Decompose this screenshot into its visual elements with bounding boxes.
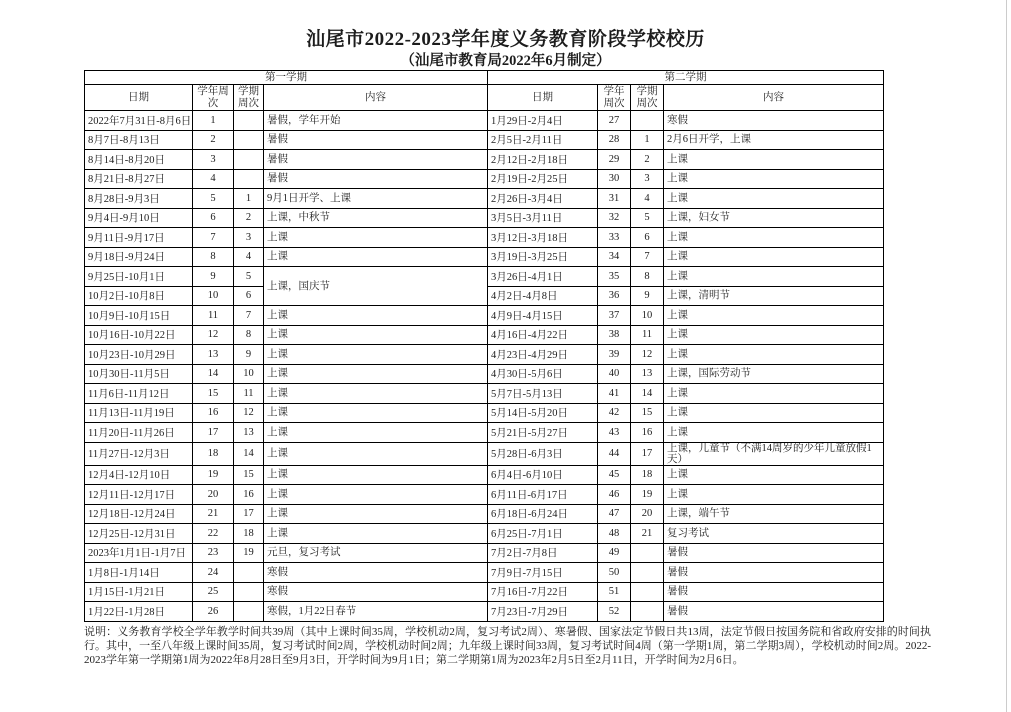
year-week-cell-s1: 17 xyxy=(193,423,234,443)
year-week-cell-s1: 4 xyxy=(193,169,234,189)
date-cell-s1: 12月11日-12月17日 xyxy=(85,485,193,505)
term-week-cell-s1: 10 xyxy=(234,364,264,384)
content-cell-s2: 2月6日开学，上课 xyxy=(664,130,884,150)
date-cell-s2: 4月16日-4月22日 xyxy=(488,325,598,345)
semester-header-row xyxy=(85,71,884,85)
content-cell-s1: 上课 xyxy=(264,504,488,524)
term-week-cell-s1: 7 xyxy=(234,306,264,326)
date-cell-s1: 9月11日-9月17日 xyxy=(85,228,193,248)
term-week-cell-s1: 15 xyxy=(234,465,264,485)
year-week-cell-s1: 11 xyxy=(193,306,234,326)
date-cell-s1: 12月18日-12月24日 xyxy=(85,504,193,524)
col-header-date-s1: 日期 xyxy=(85,85,193,111)
year-week-cell-s1: 6 xyxy=(193,208,234,228)
calendar-table-wrap xyxy=(84,70,884,622)
year-week-cell-s2: 28 xyxy=(598,130,631,150)
content-cell-s1: 元旦，复习考试 xyxy=(264,543,488,563)
content-cell-s1: 上课 xyxy=(264,442,488,465)
page-edge-line xyxy=(1006,0,1007,712)
table-row xyxy=(85,403,884,423)
term-week-cell-s2: 19 xyxy=(631,485,664,505)
table-row xyxy=(85,228,884,248)
term-week-cell-s2 xyxy=(631,111,664,131)
date-cell-s1: 12月4日-12月10日 xyxy=(85,465,193,485)
year-week-cell-s1: 3 xyxy=(193,150,234,170)
content-cell-s1: 上课 xyxy=(264,228,488,248)
content-cell-s2: 寒假 xyxy=(664,111,884,131)
date-cell-s1: 11月20日-11月26日 xyxy=(85,423,193,443)
term-week-cell-s2: 5 xyxy=(631,208,664,228)
date-cell-s2: 3月12日-3月18日 xyxy=(488,228,598,248)
date-cell-s2: 7月2日-7月8日 xyxy=(488,543,598,563)
col-header-term-week-s2: 学期周次 xyxy=(631,85,664,111)
date-cell-s2: 2月12日-2月18日 xyxy=(488,150,598,170)
date-cell-s2: 3月5日-3月11日 xyxy=(488,208,598,228)
term-week-cell-s2 xyxy=(631,543,664,563)
date-cell-s1: 9月25日-10月1日 xyxy=(85,267,193,287)
year-week-cell-s1: 5 xyxy=(193,189,234,209)
year-week-cell-s2: 38 xyxy=(598,325,631,345)
date-cell-s2: 5月28日-6月3日 xyxy=(488,442,598,465)
year-week-cell-s2: 34 xyxy=(598,247,631,267)
year-week-cell-s2: 41 xyxy=(598,384,631,404)
date-cell-s1: 10月16日-10月22日 xyxy=(85,325,193,345)
year-week-cell-s1: 19 xyxy=(193,465,234,485)
content-cell-s2: 上课，妇女节 xyxy=(664,208,884,228)
content-cell-s2: 上课 xyxy=(664,247,884,267)
date-cell-s2: 2月5日-2月11日 xyxy=(488,130,598,150)
date-cell-s1: 10月9日-10月15日 xyxy=(85,306,193,326)
year-week-cell-s2: 44 xyxy=(598,442,631,465)
date-cell-s1: 8月28日-9月3日 xyxy=(85,189,193,209)
content-cell-s2: 上课，国际劳动节 xyxy=(664,364,884,384)
content-cell-s1: 上课 xyxy=(264,384,488,404)
term-week-cell-s2: 8 xyxy=(631,267,664,287)
content-cell-s1: 上课 xyxy=(264,465,488,485)
date-cell-s1: 9月18日-9月24日 xyxy=(85,247,193,267)
semester2-header: 第二学期 xyxy=(488,71,884,85)
content-cell-s1: 上课，国庆节 xyxy=(264,267,488,306)
year-week-cell-s2: 33 xyxy=(598,228,631,248)
content-cell-s1: 上课，中秋节 xyxy=(264,208,488,228)
col-header-date-s2: 日期 xyxy=(488,85,598,111)
content-cell-s2: 暑假 xyxy=(664,602,884,622)
year-week-cell-s1: 25 xyxy=(193,582,234,602)
date-cell-s2: 1月29日-2月4日 xyxy=(488,111,598,131)
term-week-cell-s2 xyxy=(631,582,664,602)
term-week-cell-s1 xyxy=(234,169,264,189)
date-cell-s2: 2月19日-2月25日 xyxy=(488,169,598,189)
date-cell-s1: 10月2日-10月8日 xyxy=(85,286,193,306)
date-cell-s1: 11月27日-12月3日 xyxy=(85,442,193,465)
term-week-cell-s1: 19 xyxy=(234,543,264,563)
term-week-cell-s1: 5 xyxy=(234,267,264,287)
content-cell-s1: 9月1日开学、上课 xyxy=(264,189,488,209)
year-week-cell-s2: 32 xyxy=(598,208,631,228)
table-row xyxy=(85,563,884,583)
date-cell-s2: 5月21日-5月27日 xyxy=(488,423,598,443)
year-week-cell-s2: 52 xyxy=(598,602,631,622)
table-row xyxy=(85,150,884,170)
date-cell-s2: 4月23日-4月29日 xyxy=(488,345,598,365)
school-calendar-table xyxy=(84,70,884,622)
term-week-cell-s1: 16 xyxy=(234,485,264,505)
semester1-header: 第一学期 xyxy=(85,71,488,85)
content-cell-s1: 上课 xyxy=(264,306,488,326)
year-week-cell-s1: 10 xyxy=(193,286,234,306)
term-week-cell-s2: 17 xyxy=(631,442,664,465)
date-cell-s2: 7月9日-7月15日 xyxy=(488,563,598,583)
year-week-cell-s1: 12 xyxy=(193,325,234,345)
term-week-cell-s1: 17 xyxy=(234,504,264,524)
date-cell-s2: 5月7日-5月13日 xyxy=(488,384,598,404)
content-cell-s1: 上课 xyxy=(264,247,488,267)
table-row xyxy=(85,465,884,485)
term-week-cell-s1: 2 xyxy=(234,208,264,228)
term-week-cell-s2: 7 xyxy=(631,247,664,267)
date-cell-s2: 7月23日-7月29日 xyxy=(488,602,598,622)
term-week-cell-s2: 11 xyxy=(631,325,664,345)
date-cell-s1: 10月23日-10月29日 xyxy=(85,345,193,365)
content-cell-s2: 上课 xyxy=(664,345,884,365)
term-week-cell-s2: 13 xyxy=(631,364,664,384)
col-header-year-week-s1: 学年周次 xyxy=(193,85,234,111)
table-row xyxy=(85,208,884,228)
term-week-cell-s2: 2 xyxy=(631,150,664,170)
year-week-cell-s1: 26 xyxy=(193,602,234,622)
term-week-cell-s2: 10 xyxy=(631,306,664,326)
term-week-cell-s2: 21 xyxy=(631,524,664,544)
explanatory-note: 说明：义务教育学校全学年教学时间共39周（其中上课时间35周，学校机动2周，复习考试2周）、寒暑假、国家法定节假日共13周，法定节假日按国务院和省政府安排的时间执行。其中，一至八年级上课时间35周，复习考试时间2周，学校机动时间2周；九年级上课时间33周，复习考试时间4周（第一学期1周，第二学期3周），学校机动时间2周。2022-2023学年第一学期第1周为2022年8月28日至9月3日，开学时间为9月1日；第二学期第1周为2023年2月5日至2月11日，开学时间为2月6日。 xyxy=(84,626,931,666)
year-week-cell-s2: 47 xyxy=(598,504,631,524)
content-cell-s2: 上课 xyxy=(664,228,884,248)
year-week-cell-s2: 50 xyxy=(598,563,631,583)
term-week-cell-s1: 9 xyxy=(234,345,264,365)
date-cell-s2: 6月25日-7月1日 xyxy=(488,524,598,544)
content-cell-s1: 寒假 xyxy=(264,563,488,583)
content-cell-s2: 上课，端午节 xyxy=(664,504,884,524)
table-row xyxy=(85,602,884,622)
content-cell-s2: 上课 xyxy=(664,306,884,326)
content-cell-s2: 暑假 xyxy=(664,543,884,563)
year-week-cell-s2: 40 xyxy=(598,364,631,384)
content-cell-s2: 上课，儿童节（不满14周岁的少年儿童放假1天） xyxy=(664,442,884,465)
year-week-cell-s2: 49 xyxy=(598,543,631,563)
date-cell-s2: 4月30日-5月6日 xyxy=(488,364,598,384)
year-week-cell-s1: 24 xyxy=(193,563,234,583)
table-row xyxy=(85,423,884,443)
year-week-cell-s2: 31 xyxy=(598,189,631,209)
term-week-cell-s1: 14 xyxy=(234,442,264,465)
term-week-cell-s1: 1 xyxy=(234,189,264,209)
date-cell-s2: 6月18日-6月24日 xyxy=(488,504,598,524)
page-title: 汕尾市2022-2023学年度义务教育阶段学校校历 xyxy=(306,29,705,50)
term-week-cell-s1 xyxy=(234,150,264,170)
content-cell-s2: 上课，清明节 xyxy=(664,286,884,306)
date-cell-s2: 5月14日-5月20日 xyxy=(488,403,598,423)
term-week-cell-s1: 18 xyxy=(234,524,264,544)
year-week-cell-s1: 1 xyxy=(193,111,234,131)
date-cell-s2: 2月26日-3月4日 xyxy=(488,189,598,209)
content-cell-s1: 上课 xyxy=(264,403,488,423)
date-cell-s2: 3月19日-3月25日 xyxy=(488,247,598,267)
col-header-year-week-s2: 学年周次 xyxy=(598,85,631,111)
year-week-cell-s1: 22 xyxy=(193,524,234,544)
table-row xyxy=(85,364,884,384)
date-cell-s2: 7月16日-7月22日 xyxy=(488,582,598,602)
content-cell-s1: 上课 xyxy=(264,485,488,505)
content-cell-s2: 上课 xyxy=(664,403,884,423)
table-row xyxy=(85,267,884,287)
year-week-cell-s2: 43 xyxy=(598,423,631,443)
date-cell-s1: 2023年1月1日-1月7日 xyxy=(85,543,193,563)
content-cell-s1: 暑假，学年开始 xyxy=(264,111,488,131)
date-cell-s2: 3月26日-4月1日 xyxy=(488,267,598,287)
table-row xyxy=(85,543,884,563)
term-week-cell-s2: 14 xyxy=(631,384,664,404)
date-cell-s2: 4月2日-4月8日 xyxy=(488,286,598,306)
content-cell-s1: 暑假 xyxy=(264,169,488,189)
year-week-cell-s1: 14 xyxy=(193,364,234,384)
term-week-cell-s2: 3 xyxy=(631,169,664,189)
year-week-cell-s2: 46 xyxy=(598,485,631,505)
date-cell-s1: 10月30日-11月5日 xyxy=(85,364,193,384)
content-cell-s1: 上课 xyxy=(264,524,488,544)
content-cell-s2: 上课 xyxy=(664,169,884,189)
table-row xyxy=(85,345,884,365)
term-week-cell-s2: 9 xyxy=(631,286,664,306)
content-cell-s2: 复习考试 xyxy=(664,524,884,544)
term-week-cell-s1: 6 xyxy=(234,286,264,306)
calendar-body xyxy=(85,111,884,622)
year-week-cell-s1: 16 xyxy=(193,403,234,423)
term-week-cell-s1: 3 xyxy=(234,228,264,248)
term-week-cell-s2 xyxy=(631,563,664,583)
date-cell-s1: 12月25日-12月31日 xyxy=(85,524,193,544)
term-week-cell-s1 xyxy=(234,130,264,150)
content-cell-s1: 上课 xyxy=(264,364,488,384)
date-cell-s1: 1月8日-1月14日 xyxy=(85,563,193,583)
content-cell-s2: 上课 xyxy=(664,150,884,170)
year-week-cell-s1: 9 xyxy=(193,267,234,287)
date-cell-s1: 2022年7月31日-8月6日 xyxy=(85,111,193,131)
date-cell-s1: 11月6日-11月12日 xyxy=(85,384,193,404)
table-row xyxy=(85,582,884,602)
content-cell-s1: 上课 xyxy=(264,325,488,345)
table-row xyxy=(85,247,884,267)
content-cell-s1: 上课 xyxy=(264,423,488,443)
content-cell-s2: 上课 xyxy=(664,423,884,443)
content-cell-s2: 上课 xyxy=(664,325,884,345)
date-cell-s1: 8月14日-8月20日 xyxy=(85,150,193,170)
date-cell-s2: 4月9日-4月15日 xyxy=(488,306,598,326)
year-week-cell-s1: 20 xyxy=(193,485,234,505)
year-week-cell-s2: 45 xyxy=(598,465,631,485)
content-cell-s1: 暑假 xyxy=(264,150,488,170)
table-row xyxy=(85,504,884,524)
term-week-cell-s1: 13 xyxy=(234,423,264,443)
content-cell-s1: 上课 xyxy=(264,345,488,365)
table-row xyxy=(85,325,884,345)
term-week-cell-s1 xyxy=(234,582,264,602)
date-cell-s1: 1月22日-1月28日 xyxy=(85,602,193,622)
term-week-cell-s2: 1 xyxy=(631,130,664,150)
year-week-cell-s1: 13 xyxy=(193,345,234,365)
date-cell-s2: 6月11日-6月17日 xyxy=(488,485,598,505)
term-week-cell-s1: 11 xyxy=(234,384,264,404)
content-cell-s2: 上课 xyxy=(664,267,884,287)
year-week-cell-s1: 21 xyxy=(193,504,234,524)
year-week-cell-s1: 15 xyxy=(193,384,234,404)
content-cell-s2: 暑假 xyxy=(664,563,884,583)
year-week-cell-s1: 23 xyxy=(193,543,234,563)
year-week-cell-s1: 8 xyxy=(193,247,234,267)
date-cell-s1: 8月7日-8月13日 xyxy=(85,130,193,150)
content-cell-s2: 上课 xyxy=(664,485,884,505)
term-week-cell-s2: 12 xyxy=(631,345,664,365)
term-week-cell-s2: 20 xyxy=(631,504,664,524)
col-header-content-s2: 内容 xyxy=(664,85,884,111)
content-cell-s2: 暑假 xyxy=(664,582,884,602)
year-week-cell-s2: 51 xyxy=(598,582,631,602)
year-week-cell-s2: 37 xyxy=(598,306,631,326)
term-week-cell-s1: 4 xyxy=(234,247,264,267)
year-week-cell-s2: 42 xyxy=(598,403,631,423)
year-week-cell-s1: 18 xyxy=(193,442,234,465)
date-cell-s1: 11月13日-11月19日 xyxy=(85,403,193,423)
year-week-cell-s1: 7 xyxy=(193,228,234,248)
date-cell-s1: 1月15日-1月21日 xyxy=(85,582,193,602)
year-week-cell-s1: 2 xyxy=(193,130,234,150)
content-cell-s1: 寒假，1月22日春节 xyxy=(264,602,488,622)
content-cell-s1: 暑假 xyxy=(264,130,488,150)
content-cell-s2: 上课 xyxy=(664,384,884,404)
table-row xyxy=(85,384,884,404)
table-row xyxy=(85,169,884,189)
date-cell-s1: 8月21日-8月27日 xyxy=(85,169,193,189)
year-week-cell-s2: 39 xyxy=(598,345,631,365)
table-row xyxy=(85,130,884,150)
term-week-cell-s2: 4 xyxy=(631,189,664,209)
term-week-cell-s2: 16 xyxy=(631,423,664,443)
page-subtitle: （汕尾市教育局2022年6月制定） xyxy=(400,53,611,69)
date-cell-s2: 6月4日-6月10日 xyxy=(488,465,598,485)
term-week-cell-s2: 18 xyxy=(631,465,664,485)
term-week-cell-s1 xyxy=(234,563,264,583)
table-row xyxy=(85,524,884,544)
date-cell-s1: 9月4日-9月10日 xyxy=(85,208,193,228)
year-week-cell-s2: 30 xyxy=(598,169,631,189)
year-week-cell-s2: 36 xyxy=(598,286,631,306)
term-week-cell-s1 xyxy=(234,602,264,622)
table-row xyxy=(85,442,884,465)
term-week-cell-s2: 6 xyxy=(631,228,664,248)
content-cell-s2: 上课 xyxy=(664,465,884,485)
term-week-cell-s2 xyxy=(631,602,664,622)
table-row xyxy=(85,111,884,131)
column-header-row xyxy=(85,85,884,111)
year-week-cell-s2: 27 xyxy=(598,111,631,131)
term-week-cell-s1: 8 xyxy=(234,325,264,345)
term-week-cell-s1: 12 xyxy=(234,403,264,423)
table-row xyxy=(85,189,884,209)
term-week-cell-s1 xyxy=(234,111,264,131)
content-cell-s2: 上课 xyxy=(664,189,884,209)
col-header-term-week-s1: 学期周次 xyxy=(234,85,264,111)
year-week-cell-s2: 35 xyxy=(598,267,631,287)
year-week-cell-s2: 48 xyxy=(598,524,631,544)
table-row xyxy=(85,485,884,505)
col-header-content-s1: 内容 xyxy=(264,85,488,111)
table-row xyxy=(85,306,884,326)
content-cell-s1: 寒假 xyxy=(264,582,488,602)
year-week-cell-s2: 29 xyxy=(598,150,631,170)
term-week-cell-s2: 15 xyxy=(631,403,664,423)
